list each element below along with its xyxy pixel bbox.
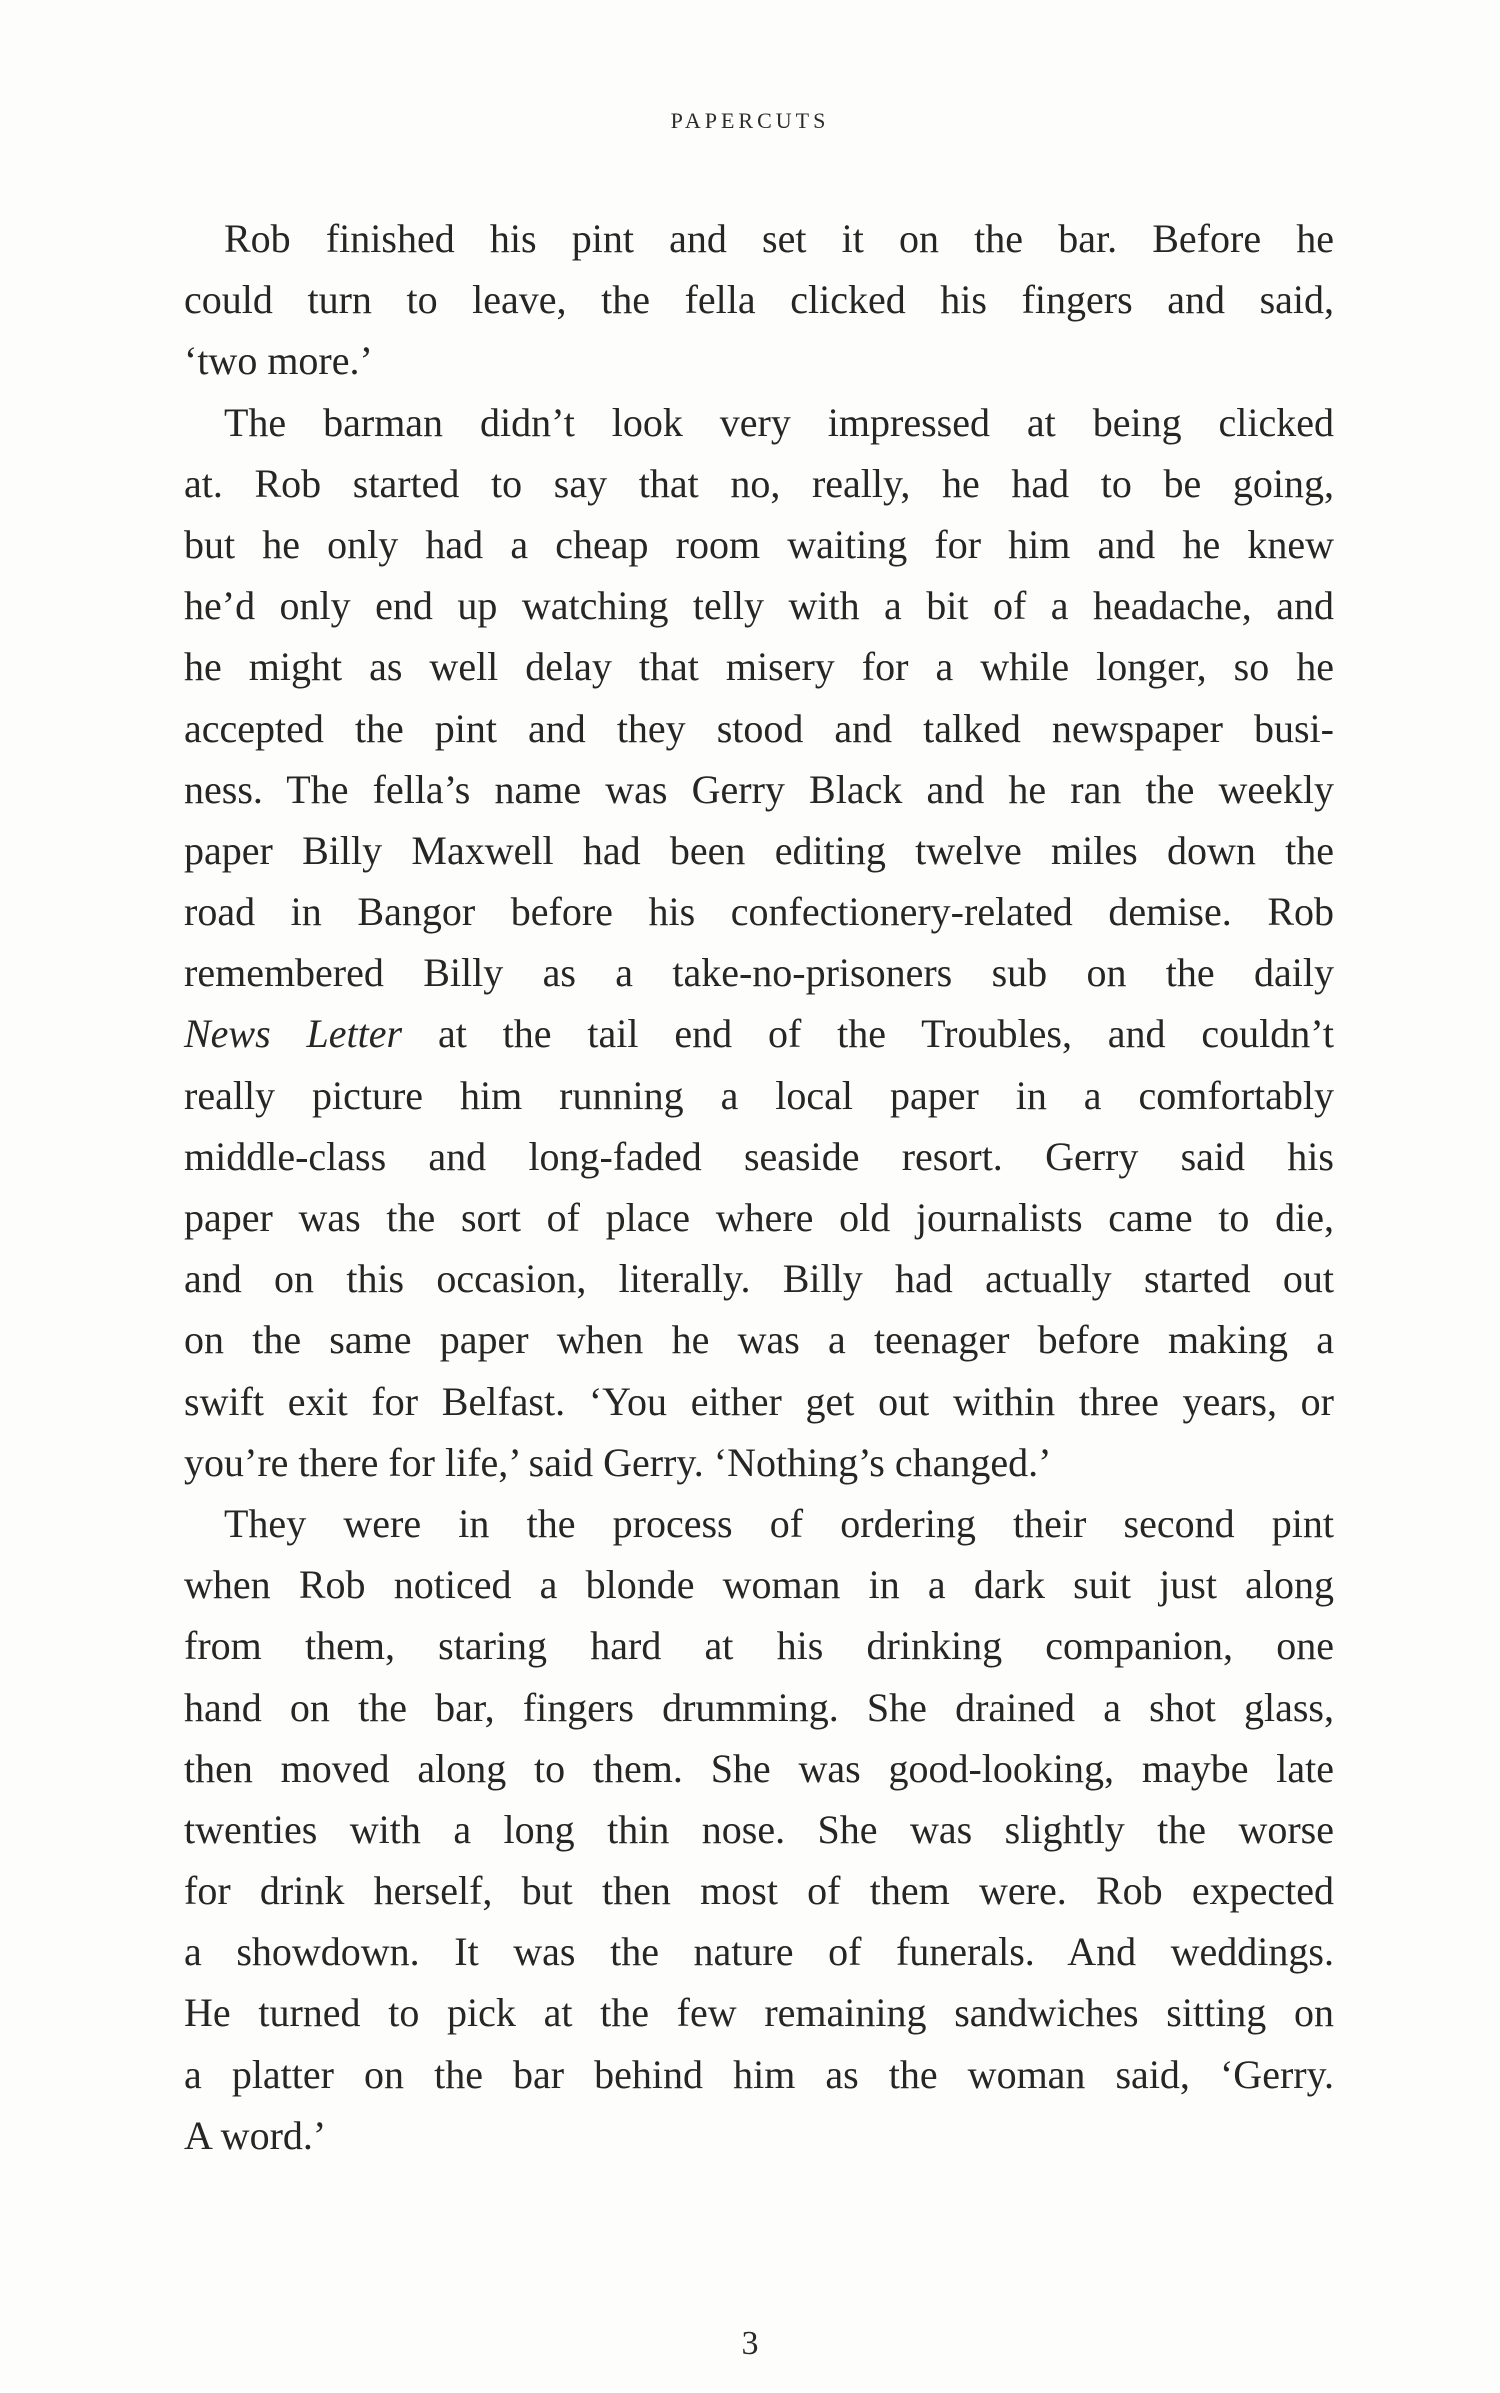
text-line: twenties with a long thin nose. She was slightly the worse — [184, 1806, 1334, 1852]
text-line: and on this occasion, literally. Billy had actually started out — [184, 1256, 1334, 1302]
running-head: PAPERCUTS — [670, 108, 830, 133]
paragraph — [184, 392, 1334, 1493]
text-line: on the same paper when he was a teenager before making a — [184, 1317, 1334, 1363]
text-line: remembered Billy as a take-no-prisoners sub on the daily — [184, 950, 1334, 996]
paragraph — [184, 208, 1334, 392]
text-line: They were in the process of ordering their second pint — [224, 1500, 1334, 1546]
text-line: paper was the sort of place where old journalists came to die, — [184, 1195, 1334, 1240]
text-line: ness. The fella’s name was Gerry Black and he ran the weekly — [184, 766, 1334, 812]
text-line: He turned to pick at the few remaining sandwiches sitting on — [184, 1990, 1334, 2036]
text-line: accepted the pint and they stood and talked newspaper busi- — [184, 705, 1334, 751]
text-line: road in Bangor before his confectionery-related demise. Rob — [184, 889, 1334, 935]
body-text — [184, 208, 1334, 2166]
text-line: but he only had a cheap room waiting for him and he knew — [184, 521, 1334, 567]
text-line: he might as well delay that misery for a while longer, so he — [184, 644, 1334, 690]
text-line: from them, staring hard at his drinking companion, one — [184, 1623, 1334, 1669]
text-line: a showdown. It was the nature of funerals. And weddings. — [184, 1929, 1334, 1975]
text-line: swift exit for Belfast. ‘You either get out within three years, or — [184, 1378, 1334, 1424]
text-line: could turn to leave, the fella clicked his fingers and said, — [184, 277, 1334, 323]
text-line: Rob finished his pint and set it on the bar. Before he — [224, 216, 1334, 261]
text-line: really picture him running a local paper in a comfortably — [184, 1072, 1334, 1118]
newspaper-title: News Letter — [184, 1011, 403, 1057]
text-line-with-title — [184, 1003, 1334, 1064]
text-line: for drink herself, but then most of them were. Rob expected — [184, 1868, 1334, 1914]
text-line: when Rob noticed a blonde woman in a dark suit just along — [184, 1562, 1334, 1608]
page-number: 3 — [741, 2325, 759, 2362]
text-line: you’re there for life,’ said Gerry. ‘Nothing’s changed.’ — [184, 1439, 1052, 1485]
paragraph — [184, 1493, 1334, 2166]
text-line: paper Billy Maxwell had been editing twelve miles down the — [184, 827, 1334, 873]
text-line: he’d only end up watching telly with a bit of a headache, and — [184, 583, 1334, 629]
text-line: The barman didn’t look very impressed at being clicked — [224, 399, 1334, 445]
text-line: ‘two more.’ — [184, 338, 373, 384]
text-line: middle-class and long-faded seaside resort. Gerry said his — [184, 1133, 1334, 1179]
text-line: A word.’ — [184, 2112, 327, 2158]
text-line: a platter on the bar behind him as the woman said, ‘Gerry. — [184, 2051, 1334, 2097]
text-line: then moved along to them. She was good-looking, maybe late — [184, 1745, 1334, 1791]
text-line: at. Rob started to say that no, really, he had to be going, — [184, 460, 1334, 506]
text-line: hand on the bar, fingers drumming. She drained a shot glass, — [184, 1684, 1334, 1730]
text-fragment: at the tail end of the Troubles, and couldn’t — [437, 1011, 1334, 1057]
